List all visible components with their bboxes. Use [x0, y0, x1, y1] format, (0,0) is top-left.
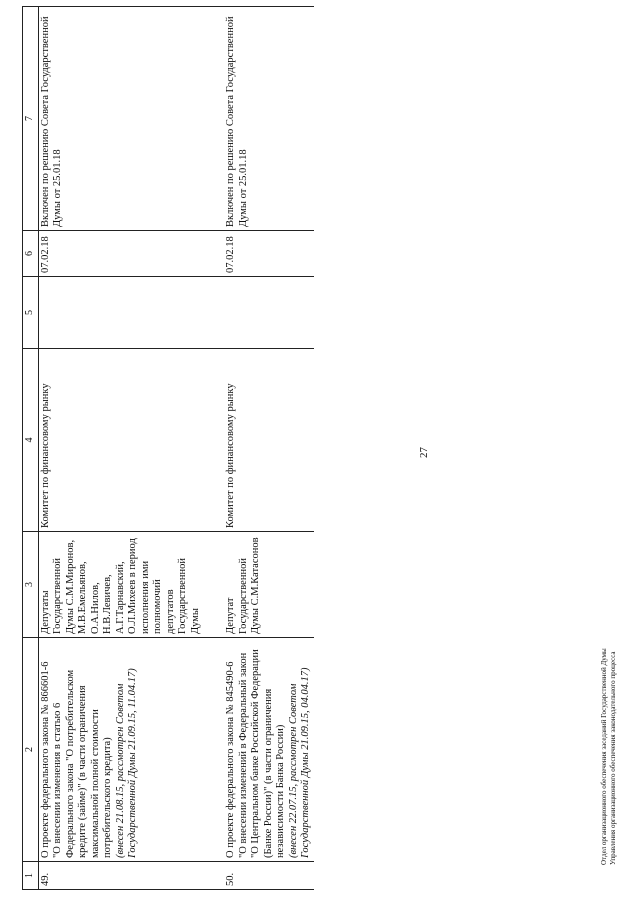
decision-cell: Включен по решению Совета Государственной Думы от 25.01.18	[38, 7, 203, 231]
bill-body: "О внесении изменений в Федеральный закон "О Центральном банке Российской Федерации (Банке России)" (в части ограничения независимости Банка России)	[237, 649, 286, 858]
header-cell: 7	[23, 7, 39, 231]
date-cell: 07.02.18	[38, 231, 203, 277]
table-row	[38, 7, 203, 890]
header-cell: 5	[23, 277, 39, 349]
footer	[600, 648, 618, 865]
bill-body: "О внесении изменения в статью 6 Федерального закона "О потребительском кредите (займе)" (в части ограничения максимальной полной стоимости потребительского кредита)	[52, 669, 113, 858]
decision-cell: Включен по решению Совета Государственной Думы от 25.01.18	[203, 7, 314, 231]
row-number: 50.	[203, 862, 314, 890]
col5-cell	[38, 277, 203, 349]
authors-cell: Депутаты Государственной Думы С.М.Миронов, М.В.Емельянов, О.А.Нилов, Н.В.Левичев, А.Г.Тарнавский, О.Л.Михеев в период исполнения ими полномочий депутатов Государственной Думы	[38, 532, 203, 638]
footer-line: Отдел организационного обеспечения заседаний Государственной Думы	[600, 648, 608, 865]
bill-note: (внесен 21.08.15, рассмотрен Советом Государственной Думы 21.09.15, 11.04.17)	[114, 668, 138, 858]
bill-title: О проекте федерального закона № 866601-6	[39, 661, 51, 858]
header-cell: 3	[23, 532, 39, 638]
row-number: 49.	[38, 862, 203, 890]
header-cell: 6	[23, 231, 39, 277]
header-cell: 2	[23, 638, 39, 862]
date-cell: 07.02.18	[203, 231, 314, 277]
footer-line: Управления организационного обеспечения законодательного процесса	[609, 651, 617, 865]
authors-cell: Депутат Государственной Думы С.М.Катасонов	[203, 532, 314, 638]
agenda-table	[22, 6, 314, 890]
committee-cell: Комитет по финансовому рынку	[38, 349, 203, 532]
bill-title: О проекте федерального закона № 845490-6	[225, 661, 236, 858]
header-cell: 4	[23, 349, 39, 532]
committee-cell: Комитет по финансовому рынку	[203, 349, 314, 532]
page-number: 27	[418, 447, 430, 458]
bill-note: (внесен 22.07.15, рассмотрен Советом Государственной Думы 21.09.15, 04.04.17)	[287, 667, 311, 858]
header-cell: 1	[23, 862, 39, 890]
col5-cell	[203, 277, 314, 349]
table-row	[203, 7, 314, 890]
bill-cell	[203, 638, 314, 862]
header-row	[23, 7, 39, 890]
bill-cell	[38, 638, 203, 862]
